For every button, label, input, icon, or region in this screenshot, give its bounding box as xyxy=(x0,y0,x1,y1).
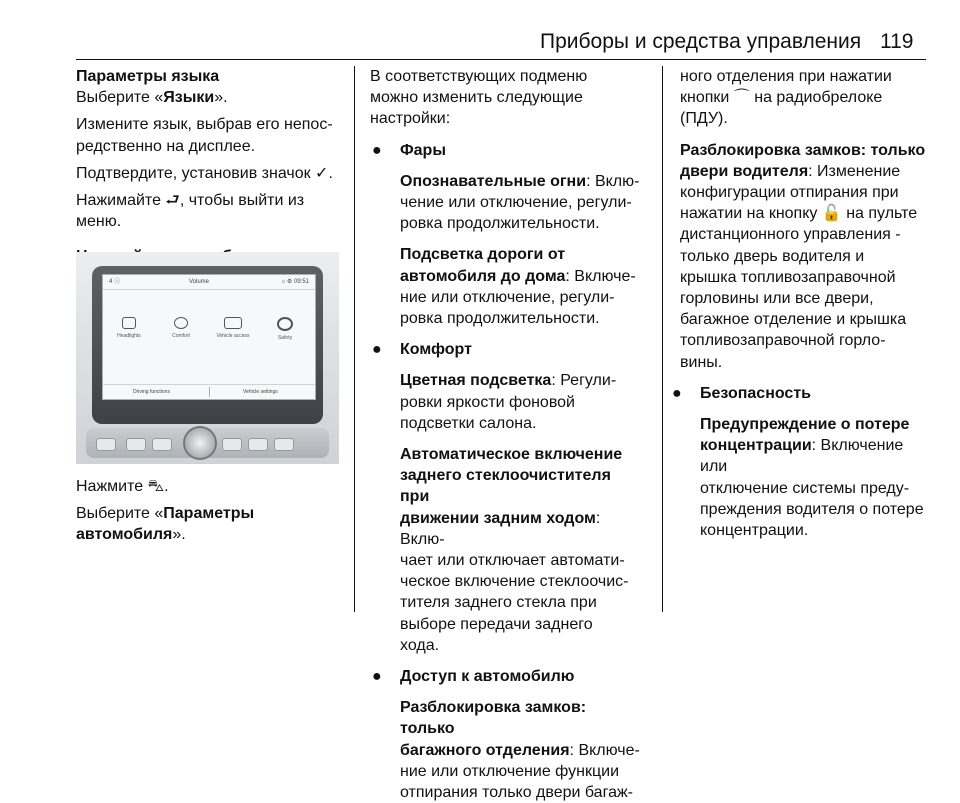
safety-items: Предупреждение о потере концентрации: Включение или отключение системы преду‐ преждения водителя о потере концентрации. xyxy=(700,416,924,540)
select-vehicle-settings-text: Выберите «Параметры xyxy=(76,505,255,523)
display-screen xyxy=(102,274,316,400)
vehicle-access-tile: Vehicle access xyxy=(213,317,253,339)
headlights-tile: Headlights xyxy=(109,317,149,339)
comfort-icon xyxy=(174,317,188,329)
headlights-item-1: Опознавательные огни: Вклю‐ чение или отключение, регули‐ ровка продолжительности. Подсветка дороги от автомобиля до дома: Включе‐ ние или отключение, регули‐ ровка продолжительности. xyxy=(400,172,640,328)
hazard-button xyxy=(96,438,116,451)
bullet-headlights: ● Фары xyxy=(372,141,446,159)
select-vehicle-settings-text-2: автомобиля». xyxy=(76,526,186,544)
change-language-text-1: Измените язык, выбрав его непос‐ xyxy=(76,116,333,134)
bullet-vehicle-access: ● Доступ к автомобилю xyxy=(372,668,575,686)
bullet-comfort: ● Комфорт xyxy=(372,341,472,359)
back-text-1: Нажимайте ⮐, чтобы выйти из xyxy=(76,192,305,210)
vehicle-access-icon xyxy=(224,317,242,329)
column-1 xyxy=(76,66,346,268)
safety-tile: Safety xyxy=(265,317,305,341)
back-text-2: меню. xyxy=(76,213,122,231)
header-rule xyxy=(76,59,926,60)
panel-button-1 xyxy=(126,438,146,451)
press-icon-text: Нажмите ⛍. xyxy=(76,478,169,495)
safety-icon xyxy=(277,317,293,331)
column-3 xyxy=(672,66,930,541)
intro-line-1: В соответствующих подменю xyxy=(370,68,588,85)
select-languages-text: Выберите «Языки». xyxy=(76,89,228,107)
comfort-tile: Comfort xyxy=(161,317,201,339)
panel-button-2 xyxy=(152,438,172,451)
bullet-safety: ● Безопасность xyxy=(672,384,811,402)
volume-knob xyxy=(183,426,217,460)
continued-line-2: кнопки ⌒ на радиобрелоке xyxy=(680,89,883,107)
panel-button-3 xyxy=(222,438,242,451)
column-1-lower xyxy=(76,476,346,546)
comfort-items: Цветная подсветка: Регули‐ ровки яркости фоновой подсветки салона. Автоматическое включение заднего стеклоочистителя при движении задним ходом: Вклю‐ чает или отключает автомати‐ ческое включение стеклоочис‐ тителя заднего стекла при выборе передачи заднего хода. xyxy=(400,372,629,654)
infotainment-photo xyxy=(76,252,339,464)
column-divider-1 xyxy=(354,66,355,612)
column-2 xyxy=(370,66,640,803)
panel-button-4 xyxy=(248,438,268,451)
change-language-text-2: редственно на дисплее. xyxy=(76,137,256,155)
continued-line-1: ного отделения при нажатии xyxy=(680,68,892,85)
vehicle-access-items: Разблокировка замков: только багажного отделения: Включе‐ ние или отключение функции отпирания только двери багаж‐ xyxy=(400,699,640,802)
continued-line-3: (ПДУ). xyxy=(680,110,728,128)
confirm-text: Подтвердите, установив значок ✓. xyxy=(76,164,333,182)
panel-button-5 xyxy=(274,438,294,451)
heading-language-settings: Параметры языка xyxy=(76,68,220,85)
driver-door-item: Разблокировка замков: только двери водителя: Изменение конфигурации отпирания при нажатии на кнопку 🔓 на пульте дистанционного управления - только дверь водителя и крышка топливозаправочной горловины или все двери, багажное отделение и крышка топливозаправочной горло‐ вины. xyxy=(680,141,926,371)
page-header-title: Приборы и средства управления xyxy=(540,30,862,53)
screen-tabs: Driving functions Vehicle settings xyxy=(103,384,315,399)
column-divider-2 xyxy=(662,66,663,612)
page-number: 119 xyxy=(880,30,914,53)
screen-status-bar: 4 ⓘ Volume ⌂ ⚙ 09:51 xyxy=(103,275,315,290)
intro-line-3: настройки: xyxy=(370,110,451,128)
intro-line-2: можно изменить следующие xyxy=(370,89,583,107)
headlights-icon xyxy=(122,317,136,329)
